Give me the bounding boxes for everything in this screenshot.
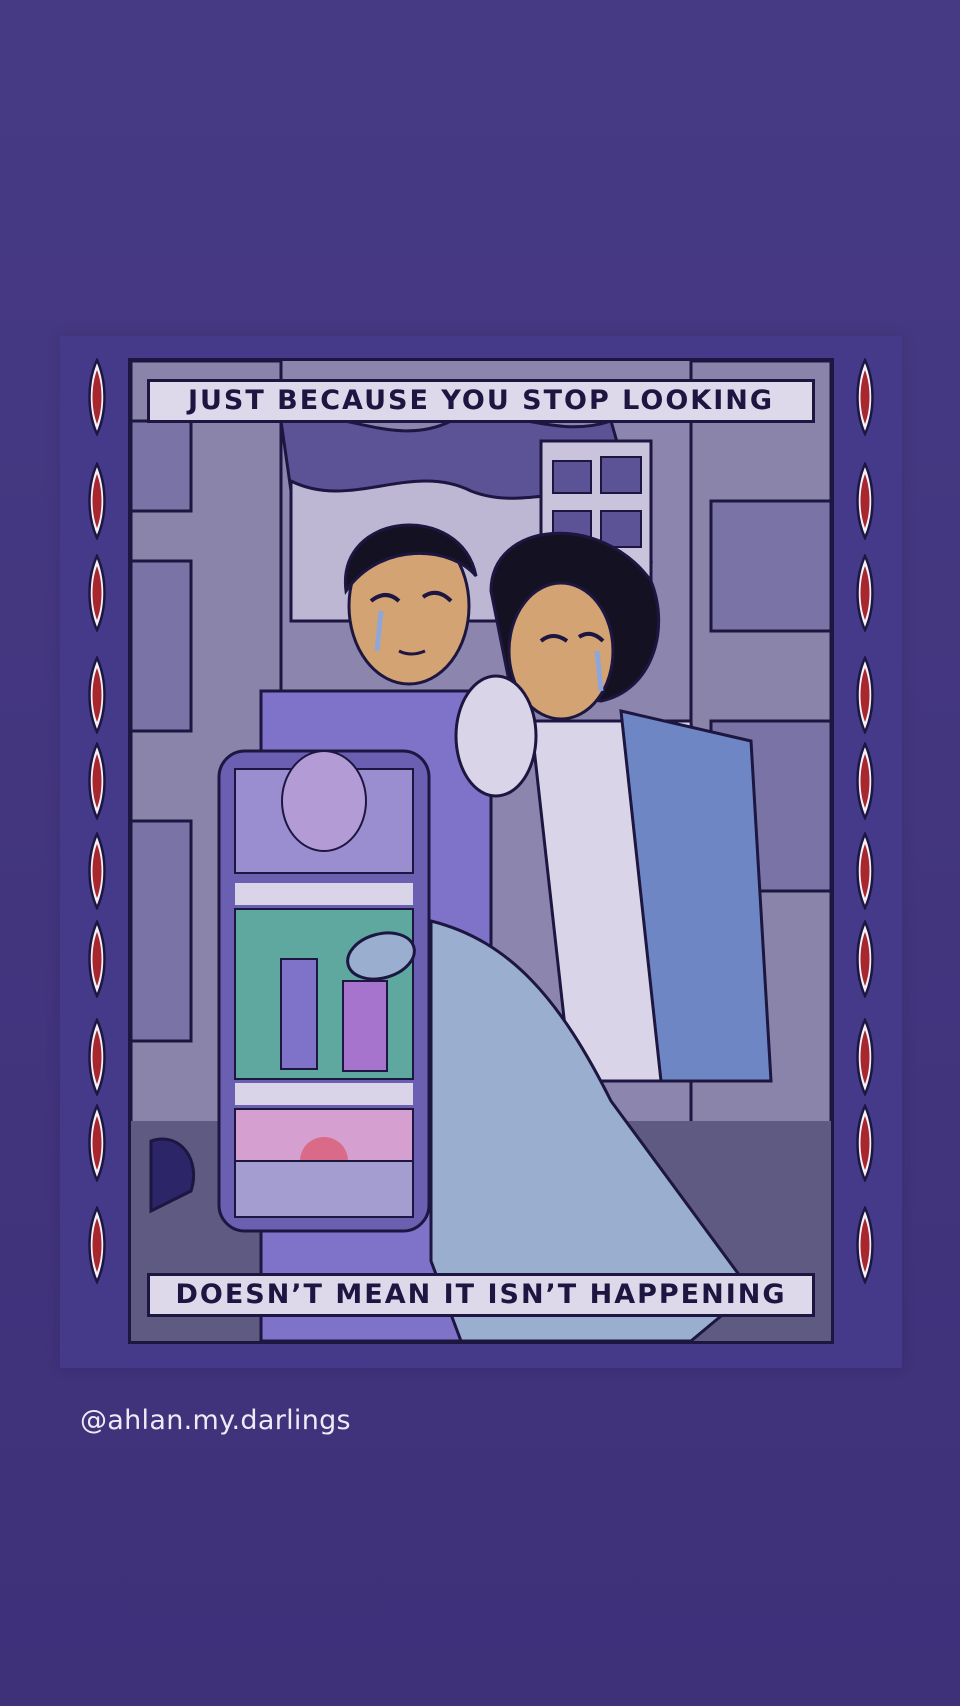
- red-bead-icon: [855, 358, 875, 436]
- red-bead-icon: [87, 1206, 107, 1284]
- red-bead-icon: [87, 358, 107, 436]
- story-image: [60, 336, 902, 1368]
- red-bead-icon: [855, 1018, 875, 1096]
- red-bead-icon: [87, 656, 107, 734]
- author-handle[interactable]: @ahlan.my.darlings: [80, 1405, 351, 1436]
- red-bead-icon: [87, 1104, 107, 1182]
- red-bead-icon: [87, 554, 107, 632]
- red-bead-icon: [855, 832, 875, 910]
- caption-top: JUST BECAUSE YOU STOP LOOKING: [147, 379, 815, 423]
- right-bead-border: [855, 358, 875, 1346]
- red-bead-icon: [855, 462, 875, 540]
- red-bead-icon: [855, 920, 875, 998]
- red-bead-icon: [87, 832, 107, 910]
- red-bead-icon: [87, 462, 107, 540]
- illustration: [128, 358, 834, 1344]
- red-bead-icon: [87, 1018, 107, 1096]
- red-bead-icon: [855, 656, 875, 734]
- red-bead-icon: [855, 1206, 875, 1284]
- red-bead-icon: [855, 554, 875, 632]
- left-bead-border: [87, 358, 107, 1346]
- red-bead-icon: [855, 742, 875, 820]
- red-bead-icon: [87, 920, 107, 998]
- caption-bottom: DOESN’T MEAN IT ISN’T HAPPENING: [147, 1273, 815, 1317]
- red-bead-icon: [855, 1104, 875, 1182]
- red-bead-icon: [87, 742, 107, 820]
